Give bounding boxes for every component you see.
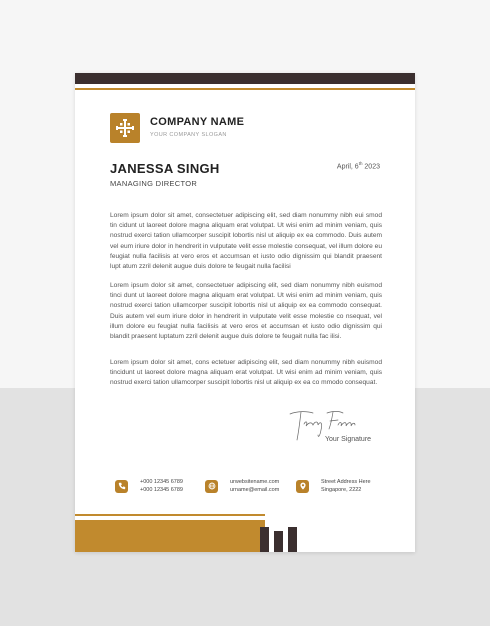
company-name: COMPANY NAME	[150, 116, 245, 128]
letterhead-page	[75, 73, 415, 552]
globe-icon	[205, 480, 218, 493]
body-paragraph: Lorem ipsum dolor sit amet, consectetuer adipiscing elit, sed diam nonummy nibh eui smod tin cidunt ut laoreet dolore magna aliquam erat volutpat. Ut wisi enim ad minim veniam, quis nostrud exerci tation ullamcorper suscipit lobortis nisl ut aliquip ex ea commodo. Duis autem vel eum iriure dolor in hendrerit in vulputate velit esse molestie consequat, vel illum dolore eu feugiat nulla facilisis at vero eros et accumsan et iusto odio dignissim qui blandit praesent lupt atum zzril delenit augue duis dolore te feugait nulla facilisi	[110, 212, 382, 271]
header-line	[75, 88, 415, 90]
footer-line	[75, 514, 265, 516]
company-logo	[110, 113, 140, 143]
letter-date: April, 6th 2023	[336, 161, 380, 171]
footer-block	[75, 520, 265, 552]
company-slogan: YOUR COMPANY SLOGAN	[150, 132, 227, 138]
contact-web	[205, 478, 279, 494]
contact-phone	[115, 478, 183, 494]
address-line: Singapore, 2222	[321, 487, 362, 493]
footer-bar	[288, 527, 297, 552]
signature-label: Your Signature	[325, 436, 372, 443]
person-title: MANAGING DIRECTOR	[110, 179, 198, 188]
footer-bar	[260, 527, 269, 552]
email-text: urname@email.com	[230, 487, 280, 493]
location-icon	[296, 480, 309, 493]
person-name: JANESSA SINGH	[110, 161, 220, 176]
logo-icon	[115, 118, 135, 138]
website-text: urwebsitename.com	[230, 479, 280, 485]
header-bar	[75, 73, 415, 84]
address-line: Street Address Here	[321, 479, 371, 485]
phone-icon	[115, 480, 128, 493]
phone-number: +000 12345 6789	[140, 487, 183, 493]
phone-number: +000 12345 6789	[140, 479, 183, 485]
body-paragraph: Lorem ipsum dolor sit amet, cons ectetuer adipiscing elit, sed diam nonummy nibh euismod tincidunt ut laoreet dolore magna aliquam erat volutpat. Ut wisi enim ad minim veniam, quis nostrud exerci tation ullamcorper suscipit lobortis nisl ut aliquip ex ea co mmodo consequat.	[110, 359, 382, 387]
body-paragraph: Lorem ipsum dolor sit amet, consectetuer adipiscing elit, sed diam nonummy nibh euismod tinci dunt ut laoreet dolore magna aliquam erat volutpat. Ut wisi enim ad minim veniam, quis nostrud exerci tation ullamcorper suscipit lobortis nisl ut aliquip ex ea commodo consequat. Duis autem vel eum iriure dolor in hendrerit in vulputate velit esse molestie co nsequat, vel illum dolore eu feugiat nulla facilisis at vero eros et accumsan et iusto odio dignissim qui blandit praesent luptatum zzril delenit augue duis dolore te feugait nulla fac ilisi.	[110, 282, 382, 341]
footer-bar	[274, 531, 283, 552]
contact-address	[296, 478, 371, 494]
